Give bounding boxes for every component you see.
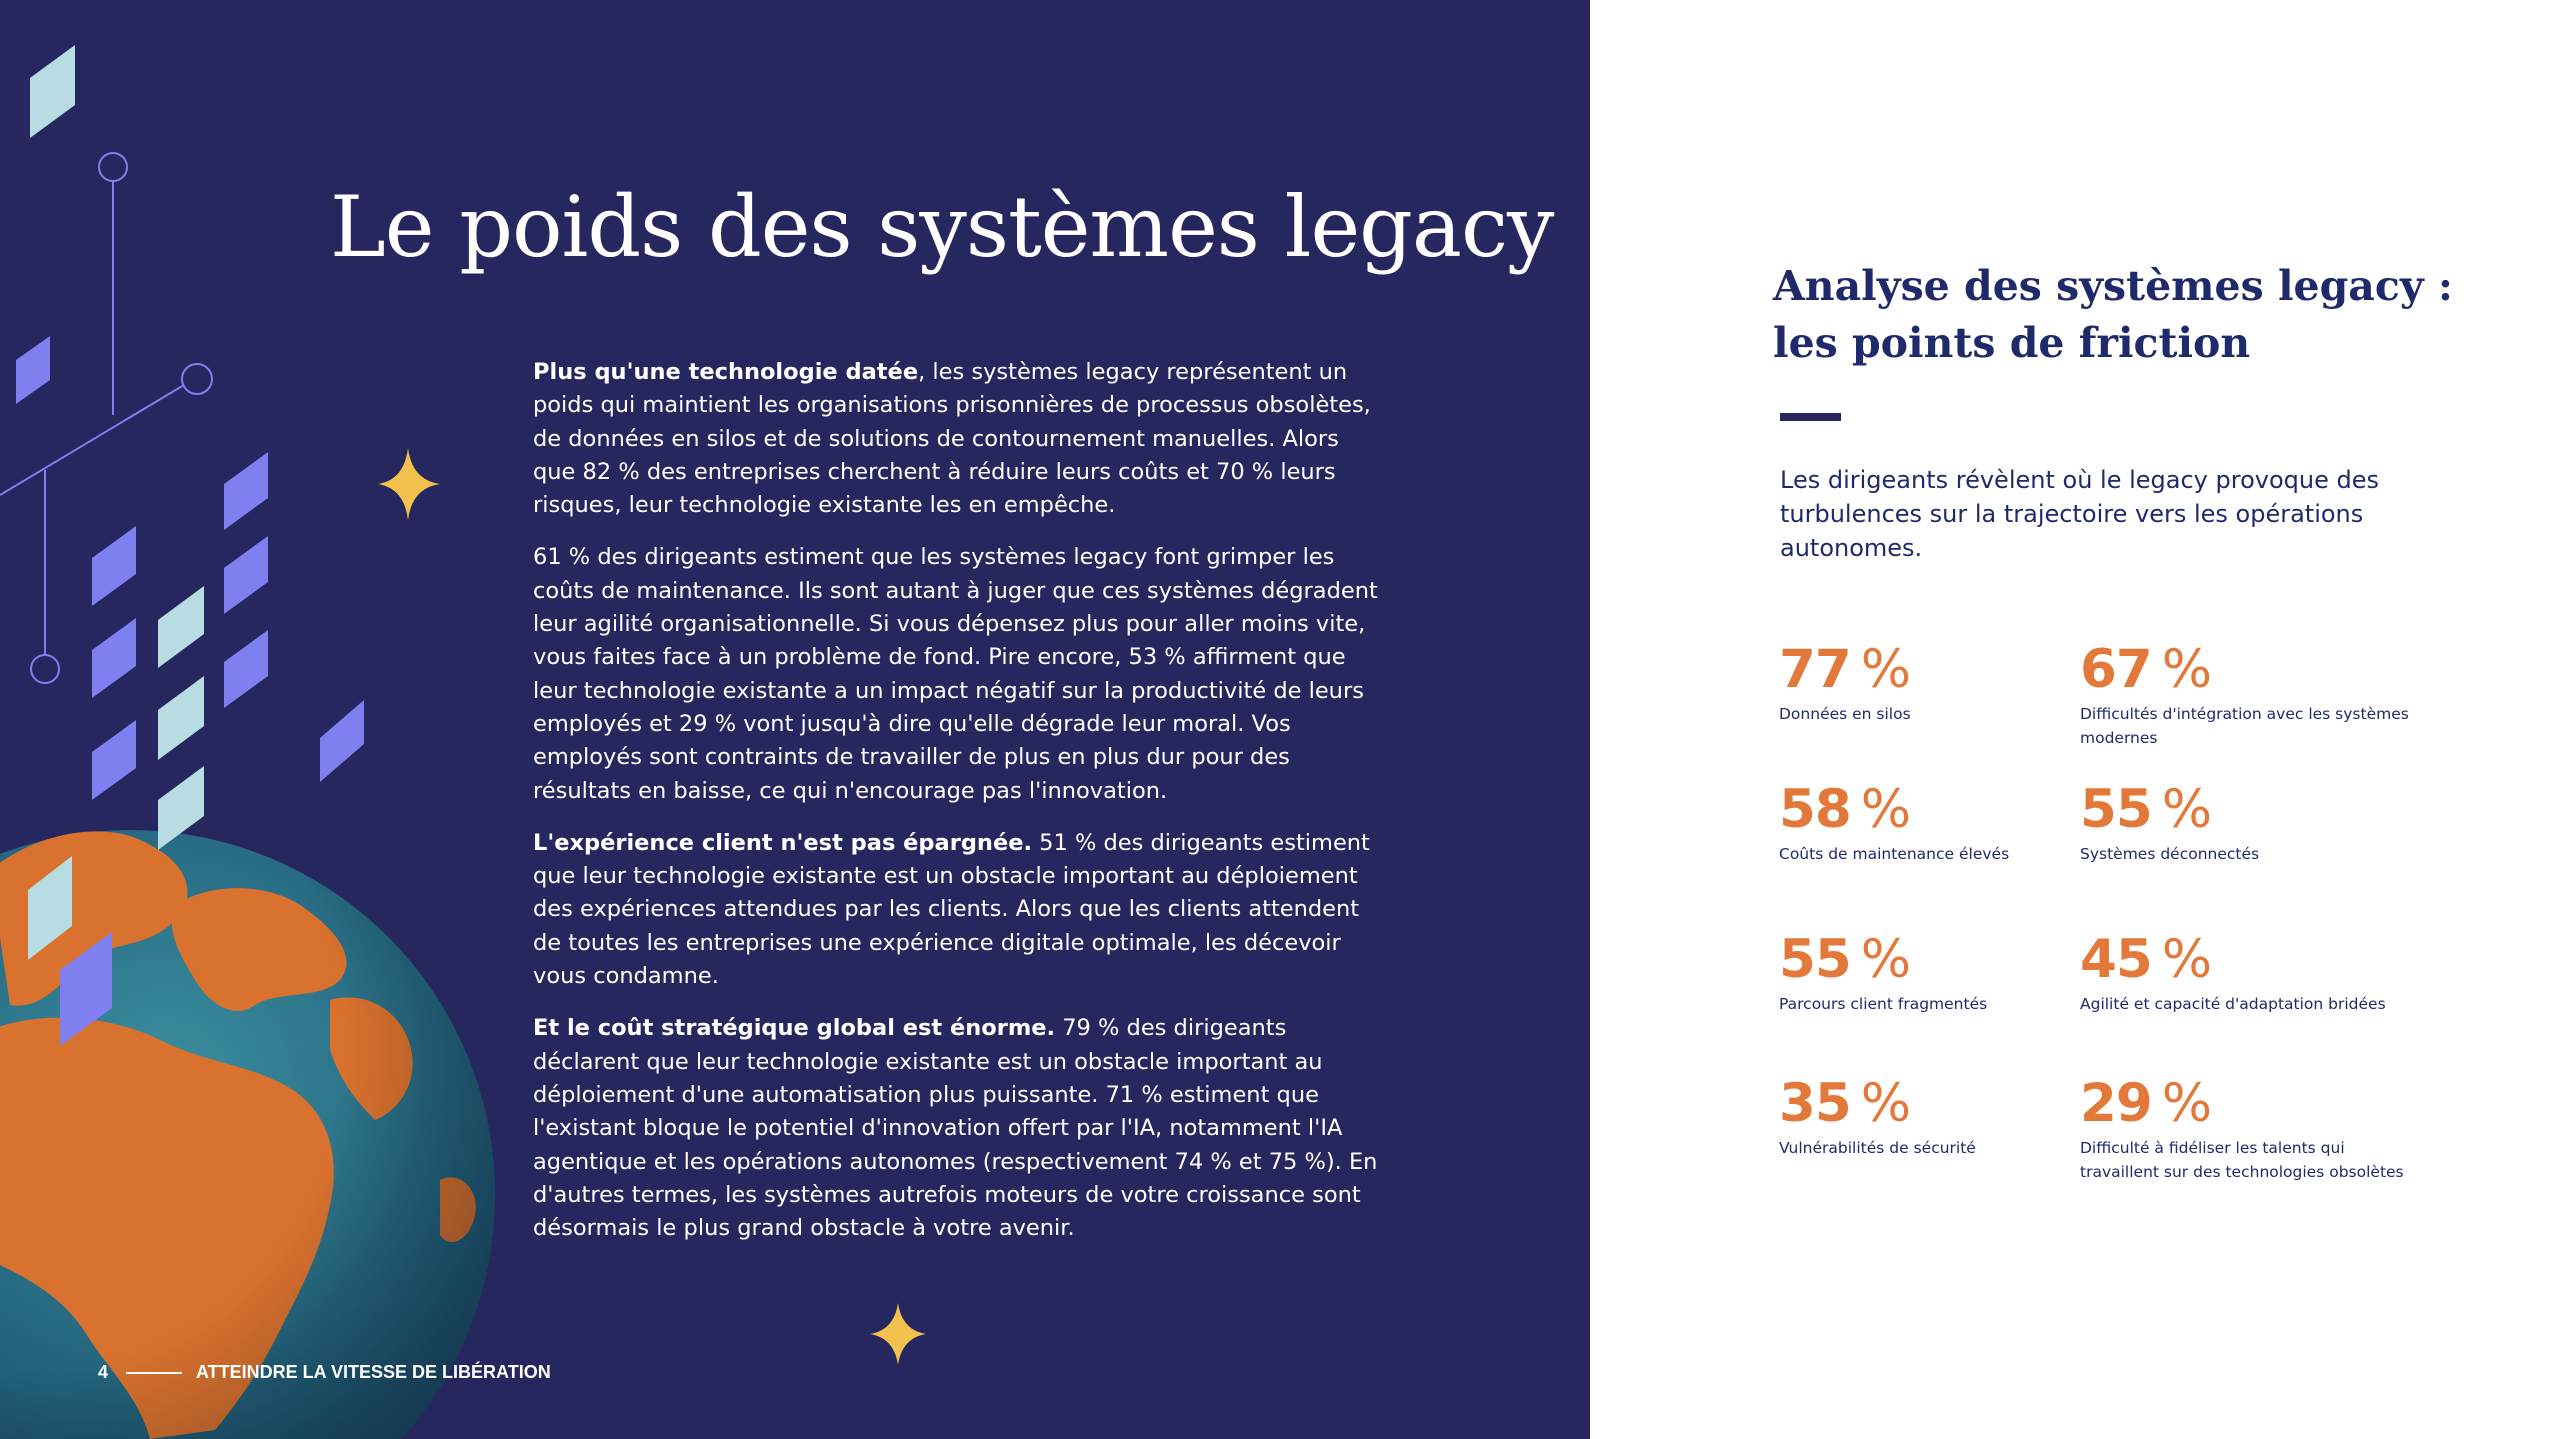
paragraph-text: , les systèmes legacy représentent un poids qui maintient les organisations prisonnières de processus obsolètes, de données en silos et de solutions de contournement manuelles. Alors que 82 % des entreprises cherchent à réduire leurs coûts et 70 % leurs risques, leur technologie existante les en empêche. (533, 359, 1371, 519)
stat-item (2080, 930, 2410, 1016)
stat-label: Difficulté à fidéliser les talents qui travaillent sur des technologies obsolètes (2080, 1139, 2404, 1181)
stat-item (2080, 640, 2410, 750)
paragraph-text: 51 % des dirigeants estiment que leur technologie existante est un obstacle important au déploiement des expériences attendues par les clients. Alors que les clients attendent de toutes les entreprises une expérience digitale optimale, les décevoir vous condamne. (533, 829, 1370, 990)
stat-item (1779, 780, 2109, 866)
footer-rule (126, 1372, 182, 1374)
stat-item (2080, 780, 2410, 866)
page-number: 4 (98, 1362, 109, 1382)
stat-label: Difficultés d'intégration avec les systèmes modernes (2080, 705, 2409, 747)
stat-label: Systèmes déconnectés (2080, 845, 2260, 863)
stat-value: 45 (2080, 929, 2152, 990)
title-underline (1780, 413, 1841, 421)
stat-figure (1779, 930, 2109, 990)
stat-figure (1779, 1074, 2109, 1134)
stat-unit: % (2161, 639, 2213, 700)
stat-unit: % (2161, 1073, 2213, 1134)
paragraph-lead: Et le coût stratégique global est énorme. (533, 1015, 1056, 1042)
body-text (533, 356, 1383, 1264)
stat-label: Agilité et capacité d'adaptation bridées (2080, 995, 2386, 1013)
circuit-lines (0, 153, 212, 683)
sparkle-icon (870, 1303, 926, 1365)
stat-item (1779, 1074, 2109, 1160)
stat-figure (2080, 780, 2410, 840)
stat-value: 77 (1779, 639, 1851, 700)
sparkle-icon (378, 448, 440, 520)
paragraph (533, 827, 1383, 993)
stat-value: 55 (2080, 779, 2152, 840)
paragraph (533, 541, 1383, 807)
footer-label: ATTEINDRE LA VITESSE DE LIBÉRATION (196, 1362, 551, 1382)
stat-unit: % (2161, 929, 2213, 990)
stat-value: 67 (2080, 639, 2152, 700)
page-footer (98, 1362, 551, 1383)
stat-label: Parcours client fragmentés (1779, 995, 1988, 1013)
page-title: Le poids des systèmes legacy (330, 178, 1554, 276)
stat-label: Données en silos (1779, 705, 1911, 723)
stat-figure (1779, 640, 2109, 700)
stat-item (1779, 640, 2109, 726)
stat-value: 55 (1779, 929, 1851, 990)
paragraph-lead: Plus qu'une technologie datée (533, 359, 919, 385)
stat-figure (2080, 1074, 2410, 1134)
globe-illustration (0, 830, 495, 1439)
stat-value: 35 (1779, 1073, 1851, 1134)
stat-value: 58 (1779, 779, 1851, 840)
right-panel (1590, 0, 2560, 1439)
stat-unit: % (1860, 1073, 1912, 1134)
sidebar-intro: Les dirigeants révèlent où le legacy provoque des turbulences sur la trajectoire vers les opérations autonomes. (1780, 466, 2379, 562)
stat-unit: % (1860, 929, 1912, 990)
stat-unit: % (2161, 779, 2213, 840)
stat-value: 29 (2080, 1073, 2152, 1134)
paragraph (533, 356, 1383, 522)
stat-figure (2080, 640, 2410, 700)
paragraph-text: 61 % des dirigeants estiment que les systèmes legacy font grimper les coûts de maintenance. Ils sont autant à juger que ces systèmes dégradent leur agilité organisationnelle. Si vous dépensez plus pour aller moins vite, vous faites face à un problème de fond. Pire encore, 53 % affirment que leur technologie existante a un impact négatif sur la productivité de leurs employés et 29 % vont jusqu'à dire qu'elle dégrade leur moral. Vos employés sont contraints de travailler de plus en plus dur pour des résultats en baisse, ce qui n'encourage pas l'innovation. (533, 544, 1378, 804)
paragraph-lead: L'expérience client n'est pas épargnée. (533, 829, 1033, 856)
paragraph-text: 79 % des dirigeants déclarent que leur technologie existante est un obstacle important au déploiement d'une automatisation plus puissante. 71 % estiment que l'existant bloque le potentiel d'innovation offert par l'IA, notamment l'IA agentique et les opérations autonomes (respectivement 74 % et 75 %). En d'autres termes, les systèmes autrefois moteurs de votre croissance sont désormais le plus grand obstacle à votre avenir. (533, 1015, 1378, 1242)
stat-item (2080, 1074, 2410, 1184)
stat-item (1779, 930, 2109, 1016)
paragraph (533, 1012, 1383, 1245)
stat-figure (1779, 780, 2109, 840)
stat-figure (2080, 930, 2410, 990)
stat-unit: % (1860, 639, 1912, 700)
stat-unit: % (1860, 779, 1912, 840)
stat-label: Coûts de maintenance élevés (1779, 845, 2010, 863)
sidebar-title: Analyse des systèmes legacy : les points de friction (1773, 262, 2454, 367)
stat-label: Vulnérabilités de sécurité (1779, 1139, 1976, 1157)
